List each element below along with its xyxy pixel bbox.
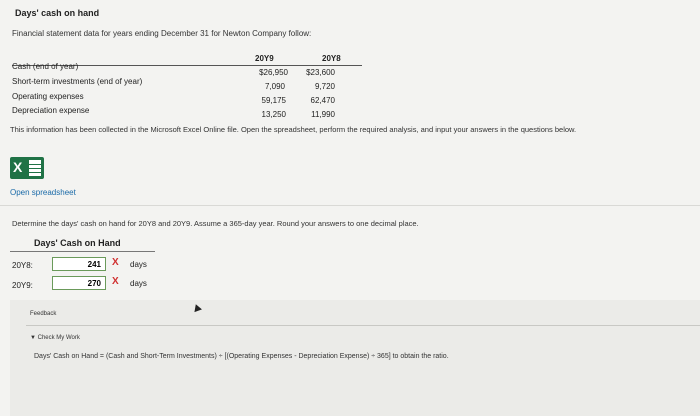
answer-label-20y8: 20Y8:: [12, 261, 33, 270]
row-label-investments: Short-term investments (end of year): [12, 77, 143, 86]
column-header-20y8: 20Y8: [322, 54, 341, 63]
investments-20y9: 7,090: [264, 82, 285, 91]
answer-table-rule: [10, 251, 155, 252]
section-divider: [0, 205, 700, 206]
feedback-divider: [26, 325, 700, 326]
excel-info-text: This information has been collected in the Microsoft Excel Online file. Open the spreadsheet, perform the required analysis, and input your answers in the questions below.: [10, 125, 577, 134]
question-text: Determine the days' cash on hand for 20Y8 and 20Y9. Assume a 365-day year. Round your answers to one decimal place.: [12, 219, 419, 228]
check-my-work-toggle[interactable]: [30, 335, 80, 341]
row-label-depreciation: Depreciation expense: [12, 106, 90, 115]
feedback-formula: Days' Cash on Hand = (Cash and Short-Term Investments) ÷ [(Operating Expenses - Depreciation Expense) ÷ 365] to obtain the ratio.: [34, 353, 449, 360]
row-label-cash: Cash (end of year): [12, 62, 79, 71]
answer-table-title: Days' Cash on Hand: [34, 238, 121, 248]
problem-statement: Financial statement data for years ending December 31 for Newton Company follow:: [12, 29, 312, 38]
open-spreadsheet-link[interactable]: Open spreadsheet: [10, 188, 76, 197]
cash-20y8: $23,600: [306, 68, 335, 77]
operating-20y8: 62,470: [310, 96, 335, 105]
column-header-20y9: 20Y9: [255, 54, 274, 63]
check-my-work-label: Check My Work: [37, 335, 80, 341]
unit-label-20y9: days: [130, 279, 147, 288]
answer-input-20y8[interactable]: [52, 257, 106, 271]
investments-20y8: 9,720: [314, 82, 335, 91]
feedback-label: Feedback: [30, 311, 57, 317]
operating-20y9: 59,175: [261, 96, 286, 105]
excel-icon[interactable]: X: [10, 157, 44, 179]
answer-label-20y9: 20Y9:: [12, 281, 33, 290]
cash-20y9: $26,950: [259, 68, 288, 77]
triangle-down-icon: ▼: [30, 335, 38, 341]
depreciation-20y8: 11,990: [311, 110, 335, 119]
row-label-operating: Operating expenses: [12, 92, 84, 101]
unit-label-20y8: days: [130, 260, 147, 269]
incorrect-icon: X: [112, 257, 119, 268]
depreciation-20y9: 13,250: [261, 110, 286, 119]
incorrect-icon: X: [112, 276, 119, 287]
page-title: Days' cash on hand: [15, 8, 100, 18]
answer-input-20y9[interactable]: [52, 276, 106, 290]
